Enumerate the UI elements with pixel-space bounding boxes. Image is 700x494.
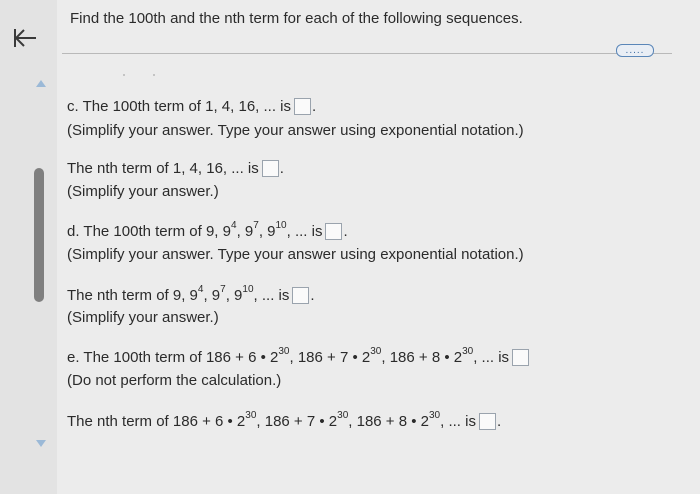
question-text: , 9 <box>236 223 254 240</box>
exponent: 10 <box>242 284 254 295</box>
question-text: The nth term of 1, 4, 16, ... is <box>67 160 259 177</box>
question-text: , ... is <box>473 349 510 366</box>
question-text: The nth term of 186 + 6 • 2 <box>67 413 246 430</box>
question-text: e. The 100th term of 186 + 6 • 2 <box>67 349 279 366</box>
exponent: 30 <box>245 410 257 421</box>
exponent: 30 <box>370 346 382 357</box>
question-text: , 186 + 8 • 2 <box>381 349 463 366</box>
header-divider <box>62 53 672 54</box>
exponent: 30 <box>462 346 474 357</box>
question-title: Find the 100th and the nth term for each of the following sequences. <box>70 10 523 27</box>
exponent: 4 <box>197 284 204 295</box>
answer-input-d-nth[interactable] <box>292 287 309 304</box>
exponent: 7 <box>253 220 259 231</box>
question-c-100th <box>67 98 316 115</box>
more-button[interactable]: ..... <box>616 44 654 57</box>
question-text: , ... is <box>286 223 323 240</box>
question-text: , 186 + 7 • 2 <box>289 349 371 366</box>
question-text: c. The 100th term of 1, 4, 16, ... is <box>67 98 292 115</box>
scroll-up-arrow-icon[interactable] <box>36 80 46 87</box>
period-text: . <box>312 98 317 115</box>
answer-input-c-100th[interactable] <box>294 98 311 115</box>
answer-input-d-100th[interactable] <box>325 223 342 240</box>
question-c-nth <box>67 160 284 177</box>
question-text: , ... is <box>440 413 476 430</box>
question-d-nth <box>67 286 315 304</box>
period-text: . <box>496 413 502 430</box>
divider-dot <box>123 74 125 76</box>
question-text: d. The 100th term of 9, 9 <box>67 223 231 240</box>
exponent: 30 <box>429 410 441 421</box>
left-panel <box>0 0 57 494</box>
question-e-100th <box>67 348 529 366</box>
question-text: , 9 <box>203 287 221 304</box>
answer-input-e-100th[interactable] <box>512 349 529 366</box>
exponent: 30 <box>278 346 290 357</box>
question-text: , 186 + 8 • 2 <box>348 413 429 430</box>
question-text: , ... is <box>253 287 290 304</box>
question-text: , 9 <box>258 223 276 240</box>
period-text: . <box>279 160 284 177</box>
period-text: . <box>343 223 348 240</box>
answer-input-e-nth[interactable] <box>479 413 496 430</box>
back-arrow-icon[interactable] <box>12 27 38 49</box>
exponent: 7 <box>220 284 226 295</box>
exponent: 4 <box>231 220 237 231</box>
period-text: . <box>310 287 315 304</box>
divider-dot <box>153 74 155 76</box>
instruction-d-100th: (Simplify your answer. Type your answer using exponential notation.) <box>67 246 524 263</box>
instruction-e-100th: (Do not perform the calculation.) <box>67 372 282 389</box>
exponent: 30 <box>337 410 349 421</box>
instruction-c-nth: (Simplify your answer.) <box>67 183 219 200</box>
instruction-c-100th: (Simplify your answer. Type your answer using exponential notation.) <box>67 122 524 139</box>
question-d-100th <box>67 222 348 240</box>
question-text: The nth term of 9, 9 <box>67 287 198 304</box>
scrollbar-thumb[interactable] <box>34 168 44 302</box>
exponent: 10 <box>275 220 287 231</box>
question-text: , 9 <box>225 287 243 304</box>
question-text: , 186 + 7 • 2 <box>256 413 338 430</box>
scroll-down-arrow-icon[interactable] <box>36 440 46 447</box>
instruction-d-nth: (Simplify your answer.) <box>67 309 219 326</box>
question-e-nth <box>67 412 501 430</box>
answer-input-c-nth[interactable] <box>262 160 279 177</box>
